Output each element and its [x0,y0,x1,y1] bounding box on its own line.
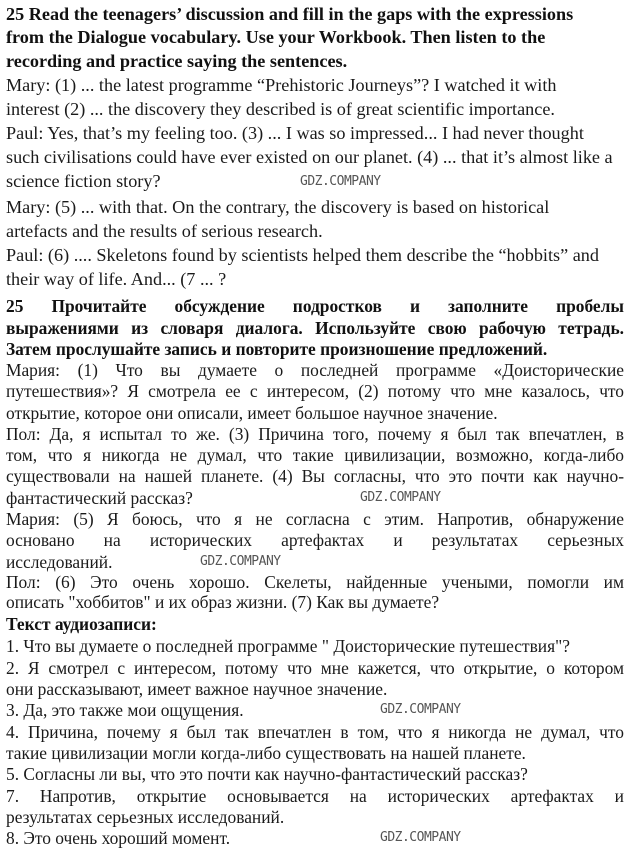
audio-heading: Текст аудиозаписи: [6,614,157,634]
audio-line: они рассказывают, имеет важное научное значение. [6,679,388,699]
watermark: GDZ.COMPANY [380,830,461,845]
dialogue-line-en: Paul: (6) .... Skeletons found by scientists helped them describe the “hobbits” and [6,245,599,265]
dialogue-line-ru: Мария: (1) Что вы думаете о последней программе «Доисторические [6,360,624,380]
audio-line: результатах серьезных исследований. [6,807,285,827]
dialogue-line-en: their way of life. And... (7 ... ? [6,269,227,289]
audio-line: 8. Это очень хороший момент. [6,828,231,848]
watermark: GDZ.COMPANY [200,554,281,569]
audio-line: такие цивилизации могли когда-либо существовать на нашей планете. [6,743,526,763]
dialogue-line-ru: исследований. [6,552,113,572]
dialogue-line-en: Paul: Yes, that’s my feeling too. (3) ... I was so impressed... I had never thought [6,123,584,143]
dialogue-line-ru: основано на исторических артефактах и результатах серьезных [6,530,624,550]
dialogue-line-en: artefacts and the results of serious research. [6,221,323,241]
dialogue-line-ru: открытие, которое они описали, имеет большое научное значение. [6,403,498,423]
dialogue-line-ru: Пол: (6) Это очень хорошо. Скелеты, найденные учеными, помогли им [6,572,624,592]
audio-line: 7. Напротив, открытие основывается на исторических артефактах и [6,786,624,806]
dialogue-line-en: interest (2) ... the discovery they described is of great scientific importance. [6,99,555,119]
dialogue-line-en: Mary: (1) ... the latest programme “Prehistoric Journeys”? I watched it with [6,75,557,95]
audio-line: 5. Согласны ли вы, что это почти как научно-фантастический рассказ? [6,764,528,784]
dialogue-line-en: science fiction story? [6,171,161,191]
watermark: GDZ.COMPANY [380,702,461,717]
dialogue-line-ru: том, что я никогда не думал, что такие цивилизации, возможно, когда-либо [6,445,624,465]
dialogue-line-en: such civilisations could have ever existed on our planet. (4) ... that it’s almost like a [6,147,613,167]
audio-line: 1. Что вы думаете о последней программе " Доисторические путешествия"? [6,636,570,656]
exercise-title-ru: 25 Прочитайте обсуждение подростков и заполните пробелы [6,296,624,316]
watermark: GDZ.COMPANY [360,490,441,505]
dialogue-line-ru: путешествия»? Я смотрела ее с интересом, (2) потому что мне казалось, что [6,381,624,401]
dialogue-line-en: Mary: (5) ... with that. On the contrary, the discovery is based on historical [6,197,550,217]
audio-line: 2. Я смотрел с интересом, потому что мне кажется, что открытие, о котором [6,658,624,678]
dialogue-line-ru: описать "хоббитов" и их образ жизни. (7) Как вы думаете? [6,592,440,612]
exercise-title-en: 25 Read the teenagers’ discussion and fill in the gaps with the expressions [6,4,574,24]
dialogue-line-ru: Пол: Да, я испытал то же. (3) Причина того, почему я был так впечатлен, в [6,424,624,444]
exercise-title-ru: Затем прослушайте запись и повторите произношение предложений. [6,339,548,359]
audio-line: 3. Да, это также мои ощущения. [6,700,244,720]
dialogue-line-ru: фантастический рассказ? [6,488,193,508]
exercise-title-en: from the Dialogue vocabulary. Use your Workbook. Then listen to the [6,27,546,47]
exercise-title-ru: выражениями из словаря диалога. Используйте свою рабочую тетрадь. [6,318,624,338]
exercise-title-en: recording and practice saying the sentences. [6,51,348,71]
watermark: GDZ.COMPANY [300,174,381,189]
dialogue-line-ru: существовали на нашей планете. (4) Вы согласны, что это почти как научно- [6,466,624,486]
dialogue-line-ru: Мария: (5) Я боюсь, что я не согласна с этим. Напротив, обнаружение [6,509,624,529]
audio-line: 4. Причина, почему я был так впечатлен в том, что я никогда не думал, что [6,722,624,742]
